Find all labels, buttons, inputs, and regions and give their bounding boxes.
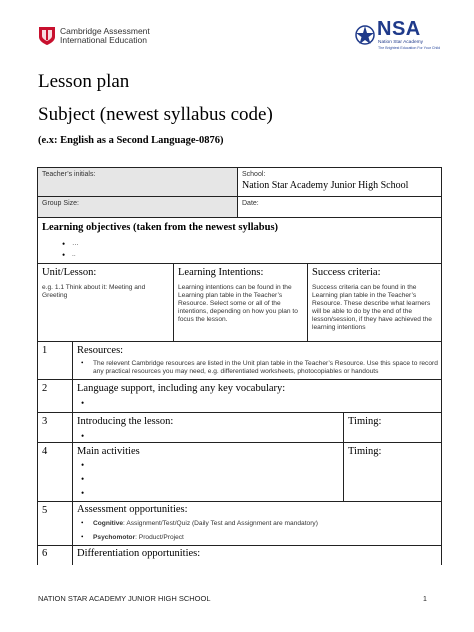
- row-number: 6: [42, 548, 48, 559]
- resources-bullet: •: [81, 359, 84, 367]
- row-number-cell: [37, 379, 73, 413]
- objective-item-1: …: [72, 240, 79, 247]
- assessment-bullet: •: [81, 533, 84, 541]
- success-criteria-heading: Success criteria:: [312, 267, 381, 278]
- learning-objectives-heading: Learning objectives (taken from the newest syllabus): [42, 222, 279, 233]
- main-activities-bullet: •: [81, 474, 85, 484]
- row-number: 5: [42, 505, 48, 516]
- row-number-cell: [37, 545, 73, 565]
- resources-text: The relevent Cambridge resources are listed in the Unit plan table in the Teacher’s Resource. Use this space to record any practical resources you may need, e.g. differentiated worksheets, photocopiables or handouts: [93, 360, 438, 375]
- date-label: Date:: [242, 200, 259, 207]
- resources-heading: Resources:: [77, 345, 124, 356]
- page-number: 1: [423, 596, 427, 603]
- success-criteria-text: Success criteria can be found in the Learning plan table in the Teacher’s Resource. These describe what learners will be able to do by the end of the lesson/session, if they have achieved the learning intentions: [312, 284, 432, 331]
- school-value: Nation Star Academy Junior High School: [242, 180, 409, 191]
- teacher-initials-cell[interactable]: [37, 167, 238, 197]
- learning-intentions-heading: Learning Intentions:: [178, 267, 264, 278]
- introducing-timing-label: Timing:: [348, 416, 382, 427]
- page-title: Lesson plan: [38, 71, 130, 92]
- cambridge-wordmark: [60, 27, 150, 45]
- subject-title: Subject (newest syllabus code): [38, 104, 273, 125]
- row-number-cell: [37, 341, 73, 380]
- assessment-bullet: •: [81, 519, 84, 527]
- nsa-subtitle: Nation Star Academy: [378, 40, 424, 45]
- learning-objectives-cell[interactable]: [37, 217, 442, 264]
- subject-example: (e.x: English as a Second Language-0876): [38, 135, 224, 146]
- row-number-cell: [37, 442, 73, 502]
- main-activities-cell[interactable]: [72, 442, 344, 502]
- objective-bullet: •: [62, 239, 66, 249]
- row-number-cell: [37, 501, 73, 546]
- row-number-cell: [37, 412, 73, 443]
- main-activities-timing-cell[interactable]: [343, 442, 442, 502]
- resources-cell[interactable]: [72, 341, 442, 380]
- cambridge-shield-icon: [38, 26, 56, 46]
- group-size-cell[interactable]: [37, 196, 238, 218]
- cognitive-text: : Assignment/Test/Quiz (Daily Test and Assignment are mandatory): [123, 520, 318, 527]
- group-size-label: Group Size:: [42, 200, 79, 207]
- school-label: School:: [242, 171, 266, 178]
- cambridge-logo: [38, 25, 158, 47]
- unit-lesson-heading: Unit/Lesson:: [42, 267, 97, 278]
- learning-intentions-cell[interactable]: [173, 263, 308, 342]
- objective-bullet: •: [62, 250, 66, 260]
- language-support-heading: Language support, including any key vocabulary:: [77, 383, 286, 394]
- differentiation-cell[interactable]: [72, 545, 442, 565]
- differentiation-heading: Differentiation opportunities:: [77, 548, 201, 559]
- objective-item-2: ..: [72, 251, 76, 258]
- cambridge-line1: Cambridge Assessment: [60, 26, 150, 36]
- row-number: 3: [42, 416, 48, 427]
- success-criteria-cell[interactable]: [307, 263, 442, 342]
- assessment-cell[interactable]: [72, 501, 442, 546]
- nsa-logo: [355, 18, 445, 52]
- assessment-cognitive: [93, 520, 318, 528]
- introducing-heading: Introducing the lesson:: [77, 416, 174, 427]
- school-cell: [237, 167, 442, 197]
- cognitive-label: Cognitive: [93, 520, 124, 527]
- date-cell[interactable]: [237, 196, 442, 218]
- main-activities-heading: Main activities: [77, 446, 140, 457]
- unit-lesson-text: e.g. 1.1 Think about it: Meeting and Greeting: [42, 284, 146, 299]
- assessment-psychomotor: [93, 534, 184, 542]
- cambridge-line2: International Education: [60, 35, 147, 45]
- nsa-letters: NSA: [377, 18, 421, 40]
- row-number: 1: [42, 345, 48, 356]
- row-number: 2: [42, 383, 48, 394]
- language-support-bullet: •: [81, 398, 85, 408]
- psychomotor-label: Psychomotor: [93, 534, 136, 541]
- unit-lesson-cell[interactable]: [37, 263, 174, 342]
- main-activities-bullet: •: [81, 460, 85, 470]
- main-activities-bullet: •: [81, 488, 85, 498]
- main-activities-timing-label: Timing:: [348, 446, 382, 457]
- nsa-emblem-icon: [355, 22, 375, 48]
- footer-school-name: NATION STAR ACADEMY JUNIOR HIGH SCHOOL: [38, 594, 211, 603]
- learning-intentions-text: Learning intentions can be found in the Learning plan table in the Teacher’s Resource. Select some or all of the intentions, depending on how you plan to focus the lesson.: [178, 284, 298, 323]
- language-support-cell[interactable]: [72, 379, 442, 413]
- introducing-timing-cell[interactable]: [343, 412, 442, 443]
- psychomotor-text: : Product/Project: [135, 534, 184, 541]
- nsa-tagline: The Brightest Education For Your Child: [378, 46, 441, 50]
- assessment-heading: Assessment opportunities:: [77, 504, 188, 515]
- introducing-cell[interactable]: [72, 412, 344, 443]
- introducing-bullet: •: [81, 431, 85, 441]
- row-number: 4: [42, 446, 48, 457]
- teacher-initials-label: Teacher’s initials:: [42, 171, 96, 178]
